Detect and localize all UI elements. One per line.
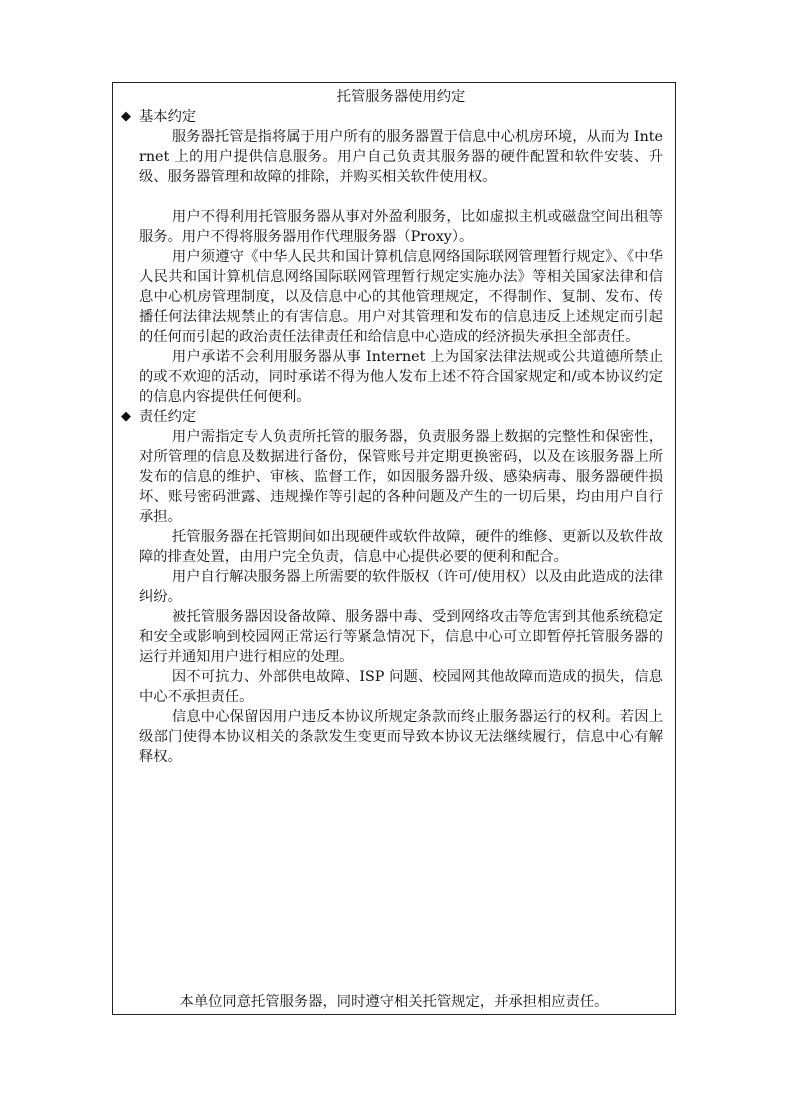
paragraph-hardware-failure: 托管服务器在托管期间如出现硬件或软件故障，硬件的维修、更新以及软件故障的排查处置，由用户完全负责，信息中心提供必要的便利和配合。 bbox=[139, 529, 663, 565]
paragraph-force-majeure: 因不可抗力、外部供电故障、ISP 问题、校园网其他故障而造成的损失，信息中心不承担责任。 bbox=[139, 669, 663, 705]
diamond-bullet-icon: ◆ bbox=[121, 409, 131, 424]
paragraph-emergency-suspension: 被托管服务器因设备故障、服务器中毒、受到网络攻击等危害到其他系统稳定和安全或影响到校园网正常运行等紧急情况下，信息中心可立即暂停托管服务器的运行并通知用户进行相应的处理。 bbox=[139, 609, 663, 665]
paragraph-termination-rights: 信息中心保留因用户违反本协议所规定条款而终止服务器运行的权利。若因上级部门使得本协议相关的条款发生变更而导致本协议无法继续履行，信息中心有解释权。 bbox=[139, 709, 663, 765]
section-heading-responsibility bbox=[121, 407, 663, 427]
section-heading-label: 责任约定 bbox=[139, 409, 197, 425]
paragraph-software-license: 用户自行解决服务器上所需要的软件版权（许可/使用权）以及由此造成的法律纠纷。 bbox=[139, 569, 663, 605]
diamond-bullet-icon: ◆ bbox=[121, 109, 131, 124]
paragraph-no-commercial-use: 用户不得利用托管服务器从事对外盈利服务，比如虚拟主机或磁盘空间出租等服务。用户不得将服务器用作代理服务器（Proxy）。 bbox=[139, 209, 663, 245]
paragraph-designated-admin: 用户需指定专人负责所托管的服务器，负责服务器上数据的完整性和保密性，对所管理的信息及数据进行备份，保管账号并定期更换密码，以及在该服务器上所发布的信息的维护、审核、监督工作，如因服务器升级、感染病毒、服务器硬件损坏、账号密码泄露、违规操作等引起的各种问题及产生的一切后果，均由用户自行承担。 bbox=[139, 429, 663, 525]
section-heading-label: 基本约定 bbox=[139, 109, 197, 125]
paragraph-hosting-definition: 服务器托管是指将属于用户所有的服务器置于信息中心机房环境，从而为 Internet 上的用户提供信息服务。用户自己负责其服务器的硬件配置和软件安装、升级、服务器管理和故障的排除，并购买相关软件使用权。 bbox=[139, 129, 663, 185]
paragraph-user-promise: 用户承诺不会利用服务器从事 Internet 上为国家法律法规或公共道德所禁止的或不欢迎的活动，同时承诺不得为他人发布上述不符合国家规定和/或本协议约定的信息内容提供任何便利。 bbox=[139, 349, 663, 405]
section-heading-basic bbox=[121, 107, 663, 127]
agreement-content bbox=[121, 87, 663, 767]
paragraph-legal-compliance: 用户须遵守《中华人民共和国计算机信息网络国际联网管理暂行规定》、《中华人民共和国计算机信息网络国际联网管理暂行规定实施办法》等相关国家法律和信息中心机房管理制度，以及信息中心的其他管理规定，不得制作、复制、发布、传播任何法律法规禁止的有害信息。用户对其管理和发布的信息违反上述规定而引起的任何而引起的政治责任法律责任和给信息中心造成的经济损失承担全部责任。 bbox=[139, 249, 663, 345]
agreement-consent-statement: 本单位同意托管服务器，同时遵守相关托管规定，并承担相应责任。 bbox=[179, 994, 609, 1010]
agreement-frame bbox=[112, 82, 676, 1015]
document-title: 托管服务器使用约定 bbox=[336, 89, 466, 105]
